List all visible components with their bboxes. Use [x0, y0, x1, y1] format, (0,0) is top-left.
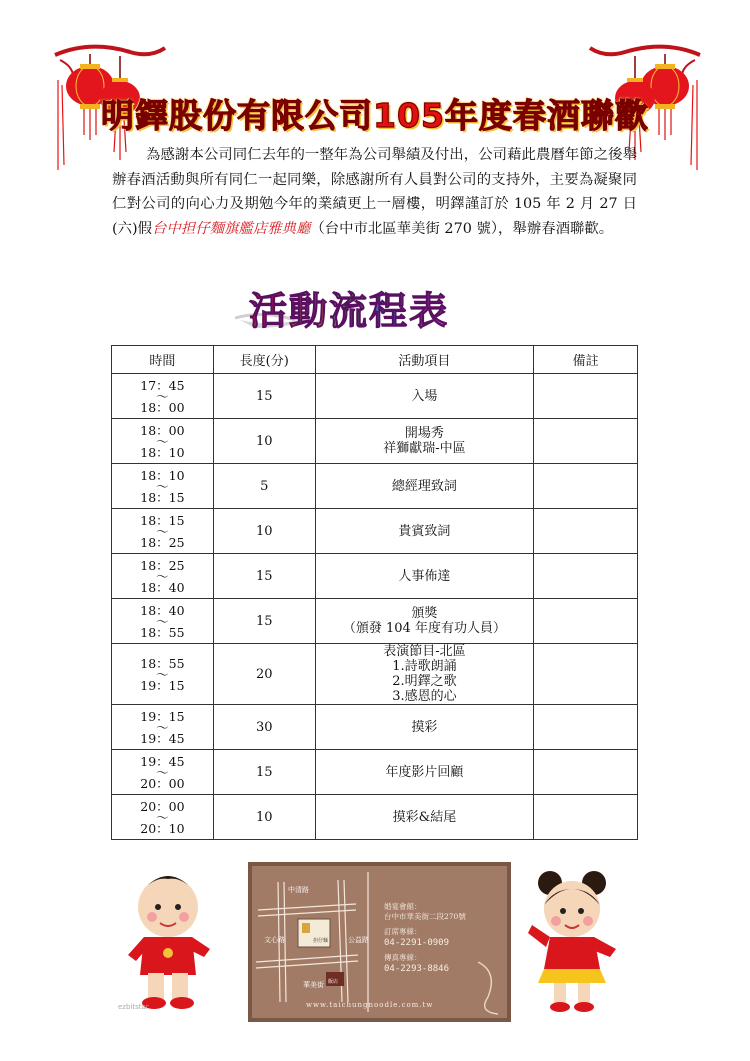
watermark-text: ezbitstar	[118, 1003, 149, 1011]
time-cell	[112, 464, 214, 509]
time-cell	[112, 554, 214, 599]
time-start: 18：15	[140, 512, 185, 528]
activity-line: 貴賓致詞	[398, 523, 451, 539]
activity-cell	[315, 509, 534, 554]
schedule-heading-char: 活	[249, 289, 290, 333]
address-label: 婚宴會館：	[384, 902, 422, 911]
time-tilde: ～	[156, 478, 169, 494]
time-tilde: ～	[156, 809, 169, 825]
schedule-row	[112, 795, 638, 840]
intro-text-before: 為感謝本公司同仁去年的一整年為公司舉績及付出，公司藉此農曆年節之後舉辦春酒活動與所有同仁一起同樂，除感謝所有人員對公司的支持外，主要為凝聚同仁對公司的向心力及期勉今年的業績更上一層樓，明鐸謹訂於 105 年 2 月 27 日(六)假	[112, 147, 637, 237]
activity-line: 3.感恩的心	[392, 689, 457, 704]
note-cell	[534, 599, 638, 644]
time-tilde: ～	[156, 764, 169, 780]
activity-line: （頒發 104 年度有功人員）	[342, 621, 506, 636]
schedule-row	[112, 599, 638, 644]
schedule-row	[112, 464, 638, 509]
time-cell	[112, 644, 214, 705]
venue-map-card	[248, 862, 511, 1022]
length-cell: 10	[213, 419, 315, 464]
schedule-heading-char: 表	[409, 289, 450, 333]
header-activity: 活動項目	[315, 346, 534, 374]
page-title: 明鐸股份有限公司105年度春酒聯歡	[101, 96, 649, 135]
time-end: 20：10	[140, 820, 185, 836]
schedule-row	[112, 705, 638, 750]
time-start: 19：45	[140, 753, 185, 769]
note-cell	[534, 464, 638, 509]
girl-mascot-image	[520, 865, 625, 1015]
time-end: 18：25	[140, 534, 185, 550]
time-end: 18：55	[140, 624, 185, 640]
schedule-row	[112, 644, 638, 705]
length-cell: 15	[213, 750, 315, 795]
activity-line: 開場秀	[404, 426, 444, 441]
note-cell	[534, 554, 638, 599]
road-label-mid: 華美街	[303, 981, 324, 989]
activity-cell	[315, 644, 534, 705]
note-cell	[534, 644, 638, 705]
length-cell: 10	[213, 795, 315, 840]
note-cell	[534, 750, 638, 795]
fax-phone: 04-2293-8846	[384, 964, 450, 974]
map-venue-label: 担仔麵	[313, 938, 329, 944]
intro-text-after: （台中市北區華美街 270 號），舉辦春酒聯歡。	[310, 220, 614, 237]
time-tilde: ～	[156, 433, 169, 449]
schedule-heading-char: 動	[289, 289, 330, 333]
activity-cell	[315, 554, 534, 599]
note-cell	[534, 705, 638, 750]
time-end: 18：40	[140, 579, 185, 595]
time-tilde: ～	[156, 719, 169, 735]
address-text: 台中市華美街二段270號	[384, 912, 466, 921]
schedule-heading	[235, 280, 495, 340]
time-cell	[112, 705, 214, 750]
time-cell	[112, 599, 214, 644]
activity-line: 表演節目-北區	[383, 644, 466, 659]
time-tilde: ～	[156, 388, 169, 404]
time-tilde: ～	[156, 523, 169, 539]
activity-cell	[315, 464, 534, 509]
activity-line: 摸彩&結尾	[392, 809, 457, 825]
booking-label: 訂席專線：	[384, 927, 422, 936]
map-hotel-label: 飯店	[328, 979, 339, 985]
activity-cell	[315, 795, 534, 840]
schedule-row	[112, 509, 638, 554]
time-start: 20：00	[140, 798, 185, 814]
length-cell: 15	[213, 554, 315, 599]
time-start: 19：15	[140, 708, 185, 724]
length-cell: 5	[213, 464, 315, 509]
activity-line: 年度影片回顧	[385, 764, 464, 780]
header-length: 長度(分)	[213, 346, 315, 374]
schedule-table	[111, 345, 638, 840]
header-note: 備註	[534, 346, 638, 374]
time-start: 18：10	[140, 467, 185, 483]
boy-mascot-image	[118, 865, 218, 1015]
schedule-row	[112, 554, 638, 599]
length-cell: 30	[213, 705, 315, 750]
road-label-right: 公益路	[348, 936, 369, 944]
length-cell: 15	[213, 374, 315, 419]
time-end: 18：00	[140, 399, 185, 415]
intro-paragraph	[112, 143, 637, 241]
time-start: 18：25	[140, 557, 185, 573]
activity-cell	[315, 374, 534, 419]
time-start: 18：55	[140, 655, 185, 671]
time-end: 18：15	[140, 489, 185, 505]
time-cell	[112, 419, 214, 464]
activity-line: 人事佈達	[398, 568, 451, 584]
activity-line: 入場	[411, 388, 438, 404]
fax-label: 傳真專線：	[384, 953, 422, 962]
length-cell: 15	[213, 599, 315, 644]
header-time: 時間	[112, 346, 214, 374]
time-cell	[112, 509, 214, 554]
time-cell	[112, 374, 214, 419]
time-start: 17：45	[140, 377, 185, 393]
time-end: 19：15	[140, 677, 185, 693]
length-cell: 10	[213, 509, 315, 554]
time-tilde: ～	[156, 666, 169, 682]
website-url: www.taichungnoodle.com.tw	[306, 1001, 434, 1009]
activity-line: 摸彩	[411, 719, 438, 735]
time-cell	[112, 795, 214, 840]
schedule-row	[112, 750, 638, 795]
activity-line: 2.明鐸之歌	[392, 674, 457, 689]
activity-line: 頒獎	[411, 606, 438, 621]
note-cell	[534, 419, 638, 464]
activity-line: 總經理致詞	[391, 478, 457, 494]
time-start: 18：00	[140, 422, 185, 438]
activity-cell	[315, 599, 534, 644]
time-end: 19：45	[140, 730, 185, 746]
time-start: 18：40	[140, 602, 185, 618]
time-tilde: ～	[156, 613, 169, 629]
time-cell	[112, 750, 214, 795]
schedule-header-row	[112, 346, 638, 374]
note-cell	[534, 795, 638, 840]
activity-line: 祥獅獻瑞-中區	[383, 441, 466, 456]
road-label-left: 文心路	[264, 936, 285, 944]
schedule-heading-char: 流	[329, 289, 370, 333]
booking-phone: 04-2291-0909	[384, 938, 450, 948]
schedule-row	[112, 374, 638, 419]
length-cell: 20	[213, 644, 315, 705]
activity-cell	[315, 705, 534, 750]
note-cell	[534, 374, 638, 419]
note-cell	[534, 509, 638, 554]
time-tilde: ～	[156, 568, 169, 584]
venue-name: 台中担仔麵旗艦店雅典廳	[152, 220, 311, 237]
schedule-row	[112, 419, 638, 464]
activity-line: 1.詩歌朗誦	[392, 659, 457, 674]
activity-cell	[315, 750, 534, 795]
road-label-top: 中清路	[288, 886, 309, 894]
time-end: 20：00	[140, 775, 185, 791]
time-end: 18：10	[140, 444, 185, 460]
schedule-heading-char: 程	[369, 289, 410, 333]
activity-cell	[315, 419, 534, 464]
